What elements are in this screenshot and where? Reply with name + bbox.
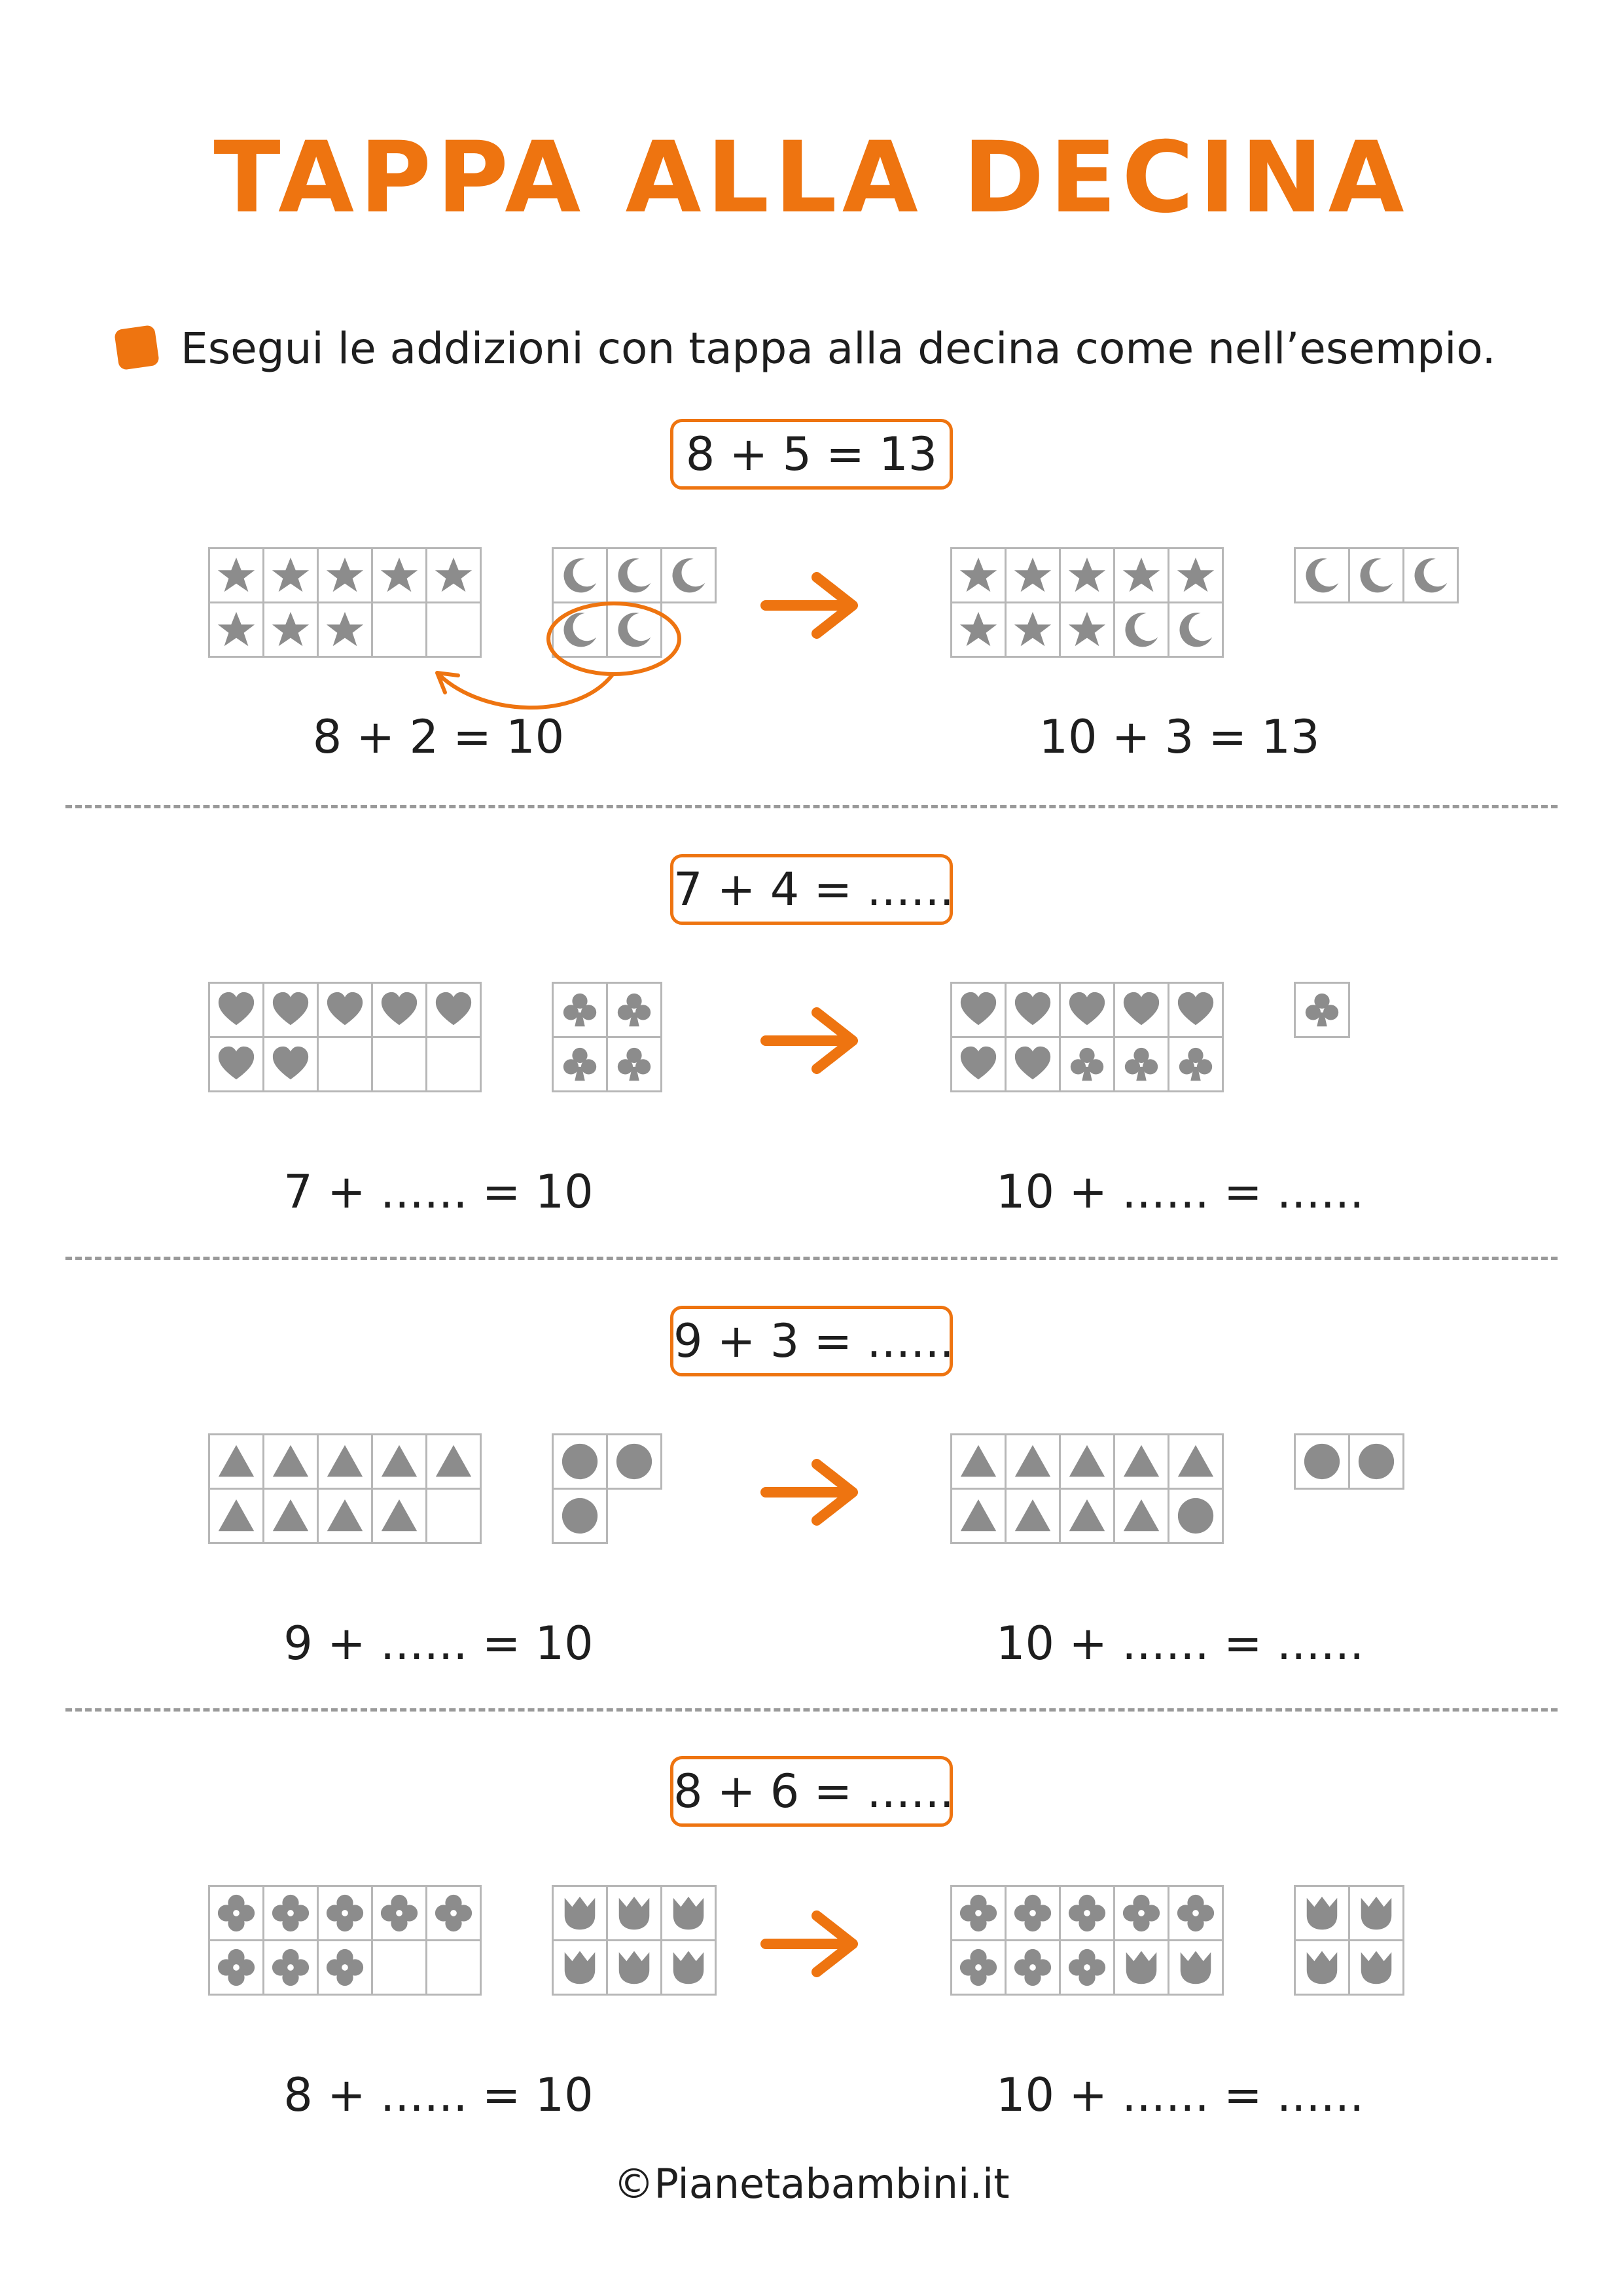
problem-box: 9 + 3 = ...... [670, 1306, 953, 1376]
grid-cell [372, 1489, 427, 1543]
flower-icon [270, 1947, 311, 1988]
flower-icon [325, 1947, 365, 1988]
tulip-icon [1121, 1947, 1162, 1988]
grid-cell-empty [427, 1941, 481, 1995]
grid-cell [1060, 983, 1115, 1037]
club-icon [560, 1044, 600, 1085]
grid-cell [1115, 1489, 1169, 1543]
heart-icon [216, 990, 257, 1030]
grid-cell [427, 983, 481, 1037]
grid-cell [952, 1489, 1006, 1543]
triangle-icon [958, 1441, 999, 1482]
tulip-icon [1356, 1947, 1397, 1988]
club-icon [1121, 1044, 1162, 1085]
right-extra-group [1294, 1885, 1404, 1996]
triangle-icon [1175, 1441, 1216, 1482]
tulip-icon [614, 1947, 654, 1988]
grid-cell [952, 1886, 1006, 1941]
grid-cell [209, 1941, 264, 1995]
equation-left: 8 + ...... = 10 [283, 2068, 594, 2122]
grid-cell [209, 1489, 264, 1543]
grid-cell [372, 1886, 427, 1941]
grid-cell-empty [427, 1037, 481, 1092]
grid-cell [662, 1886, 716, 1941]
triangle-icon [433, 1441, 474, 1482]
heart-icon [270, 1044, 311, 1085]
grid-cell [553, 983, 607, 1037]
grid-cell [1006, 1435, 1060, 1489]
left-extra-group [552, 1433, 662, 1544]
grid-cell [1295, 983, 1349, 1037]
grid-cell [952, 1435, 1006, 1489]
flower-icon [1121, 1893, 1162, 1933]
grid-cell [1115, 1941, 1169, 1995]
grid-cell-empty [372, 1037, 427, 1092]
grid-cell [1060, 1037, 1115, 1092]
grid-cell [1060, 1886, 1115, 1941]
grid-cell [1349, 1435, 1404, 1489]
grid-cell [952, 1037, 1006, 1092]
club-icon [1175, 1044, 1216, 1085]
grid-cell [607, 1435, 662, 1489]
grid-cell [553, 1435, 607, 1489]
problem-box: 7 + 4 = ...... [670, 854, 953, 925]
right-extra-group [1294, 1433, 1404, 1490]
circle-icon [1356, 1441, 1397, 1482]
grid-cell [1295, 1435, 1349, 1489]
grid-cell [1060, 1435, 1115, 1489]
flower-icon [216, 1893, 257, 1933]
grid-cell [318, 983, 372, 1037]
grid-cell [427, 1435, 481, 1489]
tulip-icon [1302, 1947, 1342, 1988]
flower-icon [1067, 1893, 1107, 1933]
flower-icon [958, 1947, 999, 1988]
grid-cell [662, 1941, 716, 1995]
circle-icon [614, 1441, 654, 1482]
left-tenframe [208, 1433, 482, 1544]
grid-cell [553, 1489, 607, 1543]
heart-icon [379, 990, 419, 1030]
grid-cell [1115, 1037, 1169, 1092]
circle-icon [560, 1496, 600, 1536]
right-tenframe [950, 1885, 1224, 1996]
heart-icon [216, 1044, 257, 1085]
club-icon [560, 990, 600, 1030]
grid-cell [1295, 1941, 1349, 1995]
grid-cell [607, 1886, 662, 1941]
grid-cell [318, 1489, 372, 1543]
grid-cell [1295, 1886, 1349, 1941]
triangle-icon [1121, 1441, 1162, 1482]
section-divider [65, 1708, 1558, 1712]
copyright-footer: ©Pianetabambini.it [613, 2160, 1010, 2208]
grid-cell [1006, 1886, 1060, 1941]
tulip-icon [1356, 1893, 1397, 1933]
grid-cell [1115, 983, 1169, 1037]
flower-icon [379, 1893, 419, 1933]
grid-cell [607, 1037, 662, 1092]
grid-cell [1115, 1435, 1169, 1489]
heart-icon [1012, 990, 1053, 1030]
club-icon [614, 1044, 654, 1085]
heart-icon [1175, 990, 1216, 1030]
triangle-icon [379, 1496, 419, 1536]
left-tenframe [208, 1885, 482, 1996]
grid-cell [372, 983, 427, 1037]
triangle-icon [1121, 1496, 1162, 1536]
left-extra-group [552, 1885, 717, 1996]
triangle-icon [270, 1496, 311, 1536]
triangle-icon [1012, 1441, 1053, 1482]
grid-cell [264, 1037, 318, 1092]
flower-icon [1175, 1893, 1216, 1933]
grid-cell [1169, 1435, 1223, 1489]
heart-icon [1012, 1044, 1053, 1085]
grid-cell [553, 1886, 607, 1941]
grid-cell [1169, 1489, 1223, 1543]
grid-cell [264, 1489, 318, 1543]
grid-cell [1169, 1941, 1223, 1995]
left-tenframe [208, 982, 482, 1092]
page-title: TAPPA ALLA DECINA [213, 121, 1410, 235]
grid-cell [1006, 1489, 1060, 1543]
arrow-right-icon [759, 1456, 864, 1528]
equation-right: 10 + ...... = ...... [996, 1617, 1364, 1670]
right-extra-group [1294, 982, 1350, 1038]
grid-cell [264, 1941, 318, 1995]
circle-icon [1175, 1496, 1216, 1536]
transfer-annotation [0, 0, 1623, 785]
grid-cell [553, 1037, 607, 1092]
club-icon [614, 990, 654, 1030]
tulip-icon [1302, 1893, 1342, 1933]
grid-cell [264, 1435, 318, 1489]
grid-cell [209, 1886, 264, 1941]
triangle-icon [270, 1441, 311, 1482]
grid-cell [1169, 1037, 1223, 1092]
grid-cell [318, 1941, 372, 1995]
triangle-icon [216, 1496, 257, 1536]
heart-icon [270, 990, 311, 1030]
triangle-icon [1067, 1441, 1107, 1482]
grid-cell [318, 1886, 372, 1941]
grid-cell [607, 983, 662, 1037]
right-tenframe [950, 1433, 1224, 1544]
flower-icon [958, 1893, 999, 1933]
tulip-icon [1175, 1947, 1216, 1988]
circle-icon [1302, 1441, 1342, 1482]
problem-box: 8 + 6 = ...... [670, 1756, 953, 1827]
grid-cell-empty [318, 1037, 372, 1092]
tulip-icon [668, 1947, 709, 1988]
triangle-icon [325, 1441, 365, 1482]
grid-cell [1006, 983, 1060, 1037]
equation-left: 9 + ...... = 10 [283, 1617, 594, 1670]
grid-cell [264, 1886, 318, 1941]
grid-cell [209, 983, 264, 1037]
grid-cell [209, 1435, 264, 1489]
tulip-icon [560, 1893, 600, 1933]
tulip-icon [668, 1893, 709, 1933]
left-extra-group [552, 982, 662, 1092]
grid-cell [372, 1435, 427, 1489]
flower-icon [433, 1893, 474, 1933]
grid-cell [209, 1037, 264, 1092]
grid-cell [1115, 1886, 1169, 1941]
flower-icon [325, 1893, 365, 1933]
equation-right: 10 + ...... = ...... [996, 2068, 1364, 2122]
grid-cell [1006, 1941, 1060, 1995]
instruction-text: Esegui le addizioni con tappa alla decina come nell’esempio. [181, 323, 1496, 374]
grid-cell [1060, 1941, 1115, 1995]
section-divider [65, 805, 1558, 808]
grid-cell [1060, 1489, 1115, 1543]
flower-icon [270, 1893, 311, 1933]
grid-cell [607, 1941, 662, 1995]
grid-cell [553, 1941, 607, 1995]
heart-icon [433, 990, 474, 1030]
tulip-icon [614, 1893, 654, 1933]
flower-icon [1012, 1893, 1053, 1933]
right-tenframe [950, 982, 1224, 1092]
flower-icon [1012, 1947, 1053, 1988]
grid-cell-empty [372, 1941, 427, 1995]
triangle-icon [216, 1441, 257, 1482]
grid-cell-empty [427, 1489, 481, 1543]
triangle-icon [1012, 1496, 1053, 1536]
triangle-icon [1067, 1496, 1107, 1536]
grid-cell [427, 1886, 481, 1941]
heart-icon [1067, 990, 1107, 1030]
equation-left: 8 + 2 = 10 [312, 710, 565, 764]
circle-icon [560, 1441, 600, 1482]
triangle-icon [379, 1441, 419, 1482]
heart-icon [958, 1044, 999, 1085]
grid-cell [1349, 1941, 1404, 1995]
grid-cell [1349, 1886, 1404, 1941]
grid-cell [318, 1435, 372, 1489]
arrow-right-icon [759, 1005, 864, 1077]
equation-right: 10 + ...... = ...... [996, 1165, 1364, 1219]
triangle-icon [325, 1496, 365, 1536]
grid-cell [1169, 1886, 1223, 1941]
grid-cell [264, 983, 318, 1037]
heart-icon [325, 990, 365, 1030]
tulip-icon [560, 1947, 600, 1988]
heart-icon [1121, 990, 1162, 1030]
club-icon [1067, 1044, 1107, 1085]
arrow-right-icon [759, 1908, 864, 1980]
equation-right: 10 + 3 = 13 [1039, 710, 1320, 764]
grid-cell [1169, 983, 1223, 1037]
flower-icon [1067, 1947, 1107, 1988]
section-divider [65, 1257, 1558, 1260]
grid-cell [1006, 1037, 1060, 1092]
club-icon [1302, 990, 1342, 1030]
equation-left: 7 + ...... = 10 [283, 1165, 594, 1219]
heart-icon [958, 990, 999, 1030]
triangle-icon [958, 1496, 999, 1536]
grid-cell [952, 983, 1006, 1037]
flower-icon [216, 1947, 257, 1988]
grid-cell [952, 1941, 1006, 1995]
problem-box: 8 + 5 = 13 [670, 419, 953, 490]
